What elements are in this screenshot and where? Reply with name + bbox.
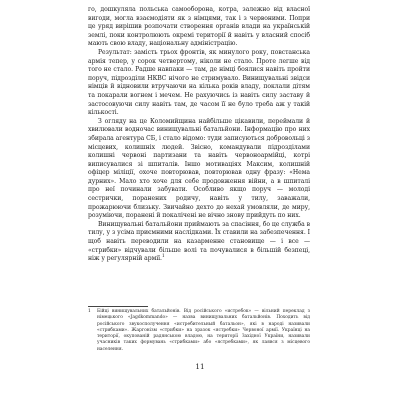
paragraph-4 [88,221,310,264]
paragraph-4-text: Винищувальні батальйони приймають за спасіння, бо це служба в тилу, у з усіма приємними наслідками. Їх ставили на забезпечення. І щоб навіть переводили на казарменне становище — і все — «стрибки» відчували більше волі та почувалися в більшій безпеці, ніж у регулярній армії. [88,220,310,263]
main-text [88,6,310,264]
footnote-reference[interactable]: 1 [161,254,165,260]
footnote-divider [88,306,148,307]
paragraph-2: Результат: замість трьох фронтів, як минулого року, повстанська армія тепер, у сорок четвертому, ніколи не стало. Проте легше від того не стало. Радше навпаки — там, де німці боялися навіть пройти поруч, підрозділи НКВС нічого не стримувало. Винищувальні звідси німців й відновили втручаючи на кілька років владу, поклали дітям та покарали вогнем і мечем. Не рахуючись із навіть силу заставу й застосовуючи силу навіть там, де часом її не було треба аж у такій кількості. [88,48,310,117]
footnote-text: Бійці винищувальних батальйонів. Від російського «истребок» — вільний переклад з німецького «Jagdkommando» — назва винищувальних батальйонів. Походить від російського звукосполучення «истребительный батальон», які в народі називали «стрибками». Жаргонізм «стрибки» на зразок «ястребки» Червоної армії. Українці на території, окупованій радянською владою, на території Західної України, називали учасників таких формувань «стрибками» або «ястребками», як лаявся з місцевого населення. [97,309,310,352]
footnote-1 [88,309,310,353]
footnotes-section [88,309,310,353]
paragraph-3: З огляду на це Коломийщина найбільше цікавили, переймали й хвилювали водночас винищувальні батальйони. Інформацію про них збирала агентура СБ, і стало відомо: туди записуються добровольці з місцевих, колишніх людей. Звісно, командували підрозділами колишні червоні партизани та навіть червоноармійці, котрі виписувалися зі шпиталів. Іншо мотиваціях Максим, колишній офіцер міліції, охоче повторював, повторював одну фразу: «Нема дурних». Мало хто хоче для себе продовження війни, а в шпиталі про неї починали забувати. Особливо якщо поруч — молоді сестрички, поранених родичу, навіть у тилу, заважали, прожарюючи близьку. Звичайно дехто до нехай умовляли, де миру, розуміючи, поранені й покалічені не вічно знову прийдуть по них. [88,117,310,220]
footnote-number: 1 [88,309,91,314]
page-number: 11 [195,362,205,371]
paragraph-1: го, дошкуляла польська самооборона, котра, залежно від власної вигоди, могла взаємодіяти як з німцями, так і з червоними. Попри це уряд вирішив розпочати створення органів влади на українській землі, поки контролюють окремі території й навіть у власний спосіб мають свою владу, національну адміністрацію. [88,6,310,48]
